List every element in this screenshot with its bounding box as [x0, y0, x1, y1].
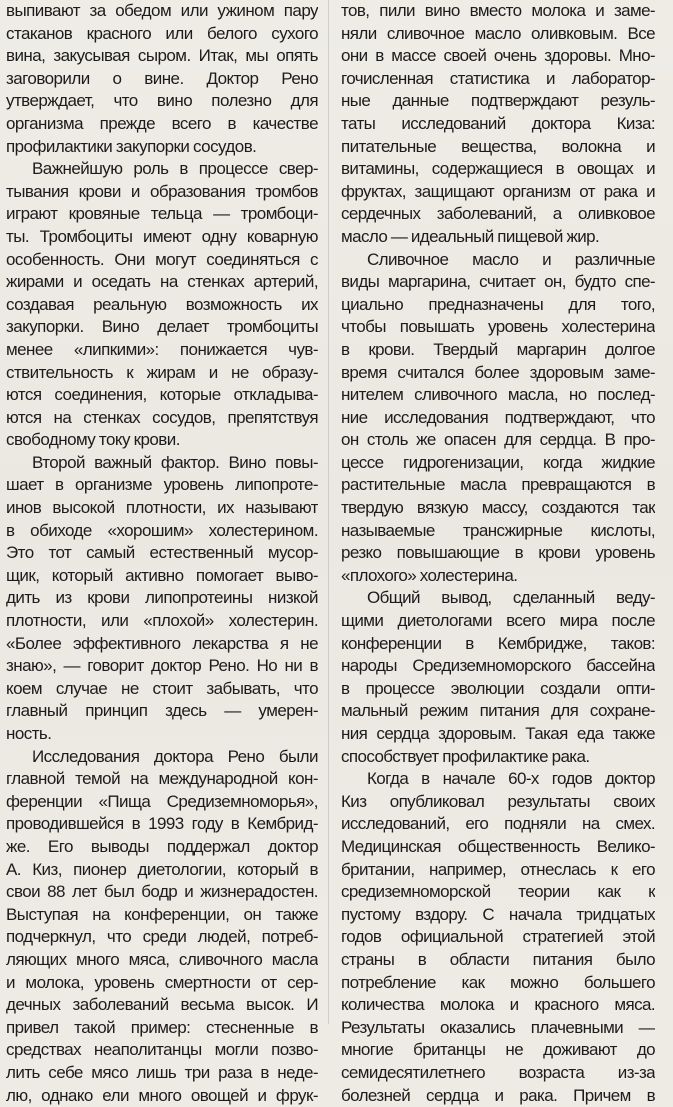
text-line: няли сливочное масло оливковым. Все [341, 23, 655, 46]
text-line: народы Средиземноморского бассейна [341, 655, 655, 678]
text-line: цессе гидрогенизации, когда жидкие [341, 452, 655, 475]
text-line: он столь же опасен для сердца. В про- [341, 429, 655, 452]
text-line: конференции в Кембридже, таков: [341, 633, 655, 656]
text-line: выпивают за обедом или ужином пару [6, 0, 318, 23]
text-line: организма прежде всего в качестве [6, 113, 318, 136]
text-line: жирами и оседать на стенках артерий, [6, 271, 318, 294]
text-line: щими диетологами всего мира после [341, 610, 655, 633]
text-line: пустому вздору. С начала тридцатых [341, 904, 655, 927]
text-line: Когда в начале 60-х годов доктор [341, 768, 655, 791]
text-line: циально предназначены для того, [341, 294, 655, 317]
text-line: страны в области питания было [341, 949, 655, 972]
text-line: «плохого» холестерина. [341, 565, 655, 588]
text-line: растительные масла превращаются в [341, 474, 655, 497]
text-line: называемые трансжирные кислоты, [341, 520, 655, 543]
text-line: ляющих много мяса, сливочного масла [6, 949, 318, 972]
text-line: нителем сливочного масла, но послед- [341, 384, 655, 407]
text-line: фруктах, защищают организм от рака и [341, 181, 655, 204]
text-line: А. Киз, пионер диетологии, который в [6, 859, 318, 882]
text-line: подчеркнул, что среди людей, потреб- [6, 926, 318, 949]
text-line: Медицинская общественность Велико- [341, 836, 655, 859]
text-line: чтобы повышать уровень холестерина [341, 316, 655, 339]
text-line: тывания крови и образования тромбов [6, 181, 318, 204]
text-line: стаканов красного или белого сухого [6, 23, 318, 46]
text-line: инов высокой плотности, их называют [6, 497, 318, 520]
text-line: таты исследований доктора Киза: [341, 113, 655, 136]
text-line: они в массе своей очень здоровы. Мно- [341, 45, 655, 68]
text-line: время считался более здоровым заме- [341, 362, 655, 385]
text-line: главной темой на международной кон- [6, 768, 318, 791]
text-line: гочисленная статистика и лаборатор- [341, 68, 655, 91]
text-line: ствительность к жирам и не образу- [6, 362, 318, 385]
text-line: питательные вещества, волокна и [341, 136, 655, 159]
text-line: сердечных заболеваний, а оливковое [341, 203, 655, 226]
text-line: ются на стенках сосудов, препятствуя [6, 407, 318, 430]
text-line: профилактики закупорки сосудов. [6, 136, 318, 159]
text-line: плотности, или «плохой» холестерин. [6, 610, 318, 633]
text-line: в крови. Твердый маргарин долгое [341, 339, 655, 362]
text-line: особенность. Они могут соединяться с [6, 249, 318, 272]
text-line: годов официальной стратегией этой [341, 926, 655, 949]
text-line: свои 88 лет был бодр и жизнерадостен. [6, 881, 318, 904]
text-line: Киз опубликовал результаты своих [341, 791, 655, 814]
text-line: и молока, уровень смертности от сер- [6, 972, 318, 995]
text-line: привел такой пример: стесненные в [6, 1017, 318, 1040]
text-line: менее «липкими»: понижается чув- [6, 339, 318, 362]
text-line: Сливочное масло и различные [341, 249, 655, 272]
text-line: исследований, его подняли на смех. [341, 813, 655, 836]
left-text-column [6, 0, 318, 1107]
text-line: в процессе эволюции создали опти- [341, 678, 655, 701]
text-line: дечных заболеваний весьма высок. И [6, 994, 318, 1017]
text-line: играют кровяные тельца — тромбоци- [6, 203, 318, 226]
text-line: же. Его выводы поддержал доктор [6, 836, 318, 859]
text-line: ние исследования подтверждают, что [341, 407, 655, 430]
text-line: тов, пили вино вместо молока и заме- [341, 0, 655, 23]
text-line: ференции «Пища Средиземноморья», [6, 791, 318, 814]
right-text-column [341, 0, 655, 1107]
text-line: ты. Тромбоциты имеют одну коварную [6, 226, 318, 249]
text-line: семидесятилетнего возраста из-за [341, 1062, 655, 1085]
text-line: болезней сердца и рака. Причем в [341, 1085, 655, 1107]
text-line: способствует профилактике рака. [341, 746, 655, 769]
text-line: средиземноморской теории как к [341, 881, 655, 904]
text-line: масло — идеальный пищевой жир. [341, 226, 655, 249]
text-line: главный принцип здесь — умерен- [6, 700, 318, 723]
text-line: мальный режим питания для сохране- [341, 700, 655, 723]
text-line: щик, который активно помогает выво- [6, 565, 318, 588]
text-line: лить себе мясо лишь три раза в неде- [6, 1062, 318, 1085]
text-line: Важнейшую роль в процессе свер- [6, 158, 318, 181]
text-line: шает в организме уровень липопроте- [6, 474, 318, 497]
text-line: создавая реальную возможность их [6, 294, 318, 317]
column-divider [328, 0, 329, 1024]
text-line: в обиходе «хорошим» холестерином. [6, 520, 318, 543]
text-line: «Более эффективного лекарства я не [6, 633, 318, 656]
text-line: ные данные подтверждают резуль- [341, 90, 655, 113]
text-line: коем случае не стоит забывать, что [6, 678, 318, 701]
text-line: проводившейся в 1993 году в Кембрид- [6, 813, 318, 836]
text-line: вина, закусывая сыром. Итак, мы опять [6, 45, 318, 68]
text-line: знаю», — говорит доктор Рено. Но ни в [6, 655, 318, 678]
text-line: Общий вывод, сделанный веду- [341, 587, 655, 610]
text-line: ность. [6, 723, 318, 746]
text-line: средствах неаполитанцы могли позво- [6, 1039, 318, 1062]
text-line: дить из крови липопротеины низкой [6, 587, 318, 610]
text-line: виды маргарина, считает он, будто спе- [341, 271, 655, 294]
text-line: твердую вязкую массу, создаются так [341, 497, 655, 520]
text-line: потребление как можно большего [341, 972, 655, 995]
text-line: Это тот самый естественный мусор- [6, 542, 318, 565]
text-line: Результаты оказались плачевными — [341, 1017, 655, 1040]
text-line: витамины, содержащиеся в овощах и [341, 158, 655, 181]
text-line: британии, например, отнеслась к его [341, 859, 655, 882]
text-line: свободному току крови. [6, 429, 318, 452]
text-line: утверждает, что вино полезно для [6, 90, 318, 113]
text-line: закупорки. Вино делает тромбоциты [6, 316, 318, 339]
text-line: многие британцы не доживают до [341, 1039, 655, 1062]
text-line: Выступая на конференции, он также [6, 904, 318, 927]
text-line: лю, однако ели много овощей и фрук- [6, 1085, 318, 1107]
text-line: резко повышающие в крови уровень [341, 542, 655, 565]
text-line: Второй важный фактор. Вино повы- [6, 452, 318, 475]
text-line: количества молока и красного мяса. [341, 994, 655, 1017]
text-line: ния сердца здоровым. Такая еда также [341, 723, 655, 746]
text-line: ются соединения, которые откладыва- [6, 384, 318, 407]
text-line: Исследования доктора Рено были [6, 746, 318, 769]
text-line: заговорили о вине. Доктор Рено [6, 68, 318, 91]
